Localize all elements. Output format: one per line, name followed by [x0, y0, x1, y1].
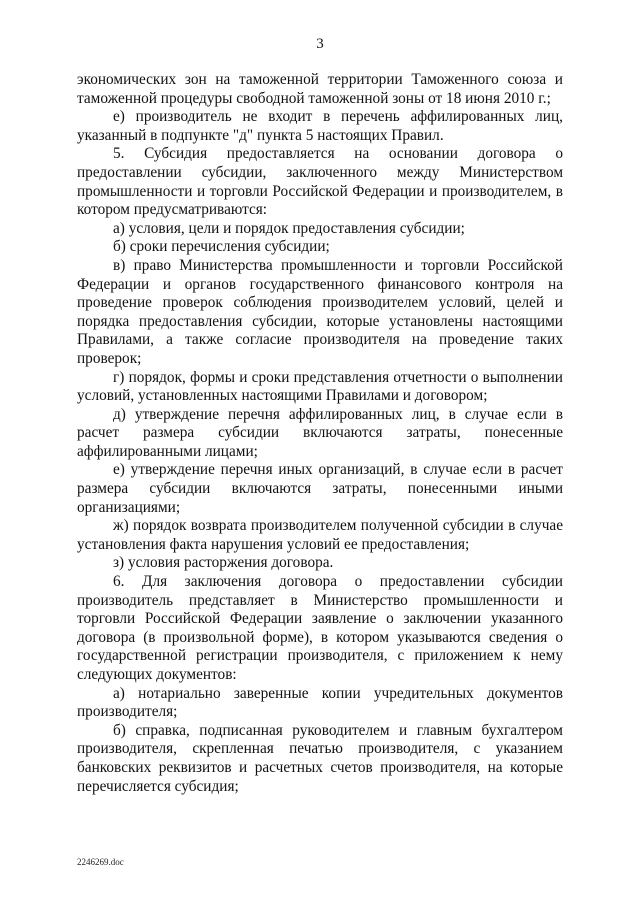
paragraph-item-z: з) условия расторжения договора. [113, 554, 334, 572]
paragraph-doc-a: а) нотариально заверенные копии учредительных документов производителя; [77, 684, 563, 721]
document-filename-footer: 2246269.doc [77, 857, 124, 867]
paragraph-item-d: д) утверждение перечня аффилированных лиц, в случае если в расчет размера субсидии включаются затраты, понесенные аффилированными лицами; [77, 405, 563, 460]
paragraph-item-zh: ж) порядок возврата производителем полученной субсидии в случае установления факта нарушения условий ее предоставления; [77, 517, 563, 553]
paragraph-item-b: б) сроки перечисления субсидии; [113, 238, 330, 256]
paragraph-continuation: экономических зон на таможенной территории Таможенного союза и таможенной процедуры свободной таможенной зоны от 18 июня 2010 г.; [77, 71, 563, 107]
paragraph-item-g: г) порядок, формы и сроки представления отчетности о выполнении условий, установленных настоящими Правилами и договором; [77, 368, 563, 405]
paragraph-section-6: 6. Для заключения договора о предоставлении субсидии производитель представляет в Министерство промышленности и торговли Российской Федерации заявление о заключении указанного договора (в произвольной форме), в котором указываются сведения о государственной регистрации производителя, с приложением к нему следующих документов: [77, 573, 563, 683]
paragraph-item-a: а) условия, цели и порядок предоставления субсидии; [113, 219, 465, 237]
paragraph-item-e2: е) утверждение перечня иных организаций, в случае если в расчет размера субсидии включаются затраты, понесенными иными организациями; [77, 461, 563, 516]
page-number: 3 [316, 36, 324, 52]
paragraph-section-5: 5. Субсидия предоставляется на основании договора о предоставлении субсидии, заключенного между Министерством промышленности и торговли Российской Федерации и производителем, в котором предусматриваются: [77, 145, 563, 219]
paragraph-item-v: в) право Министерства промышленности и торговли Российской Федерации и органов государственного финансового контроля на проведение проверок соблюдения производителем условий, целей и порядка предоставления субсидии, которые установлены настоящими Правилами, а также согласие производителя на проведение таких проверок; [77, 256, 563, 367]
document-body [77, 71, 563, 796]
paragraph-item-e: е) производитель не входит в перечень аффилированных лиц, указанный в подпункте "д" пункта 5 настоящих Правил. [77, 108, 563, 144]
paragraph-doc-b: б) справка, подписанная руководителем и главным бухгалтером производителя, скрепленная печатью производителя, с указанием банковских реквизитов и расчетных счетов производителя, на которые перечисляется субсидия; [77, 721, 563, 795]
